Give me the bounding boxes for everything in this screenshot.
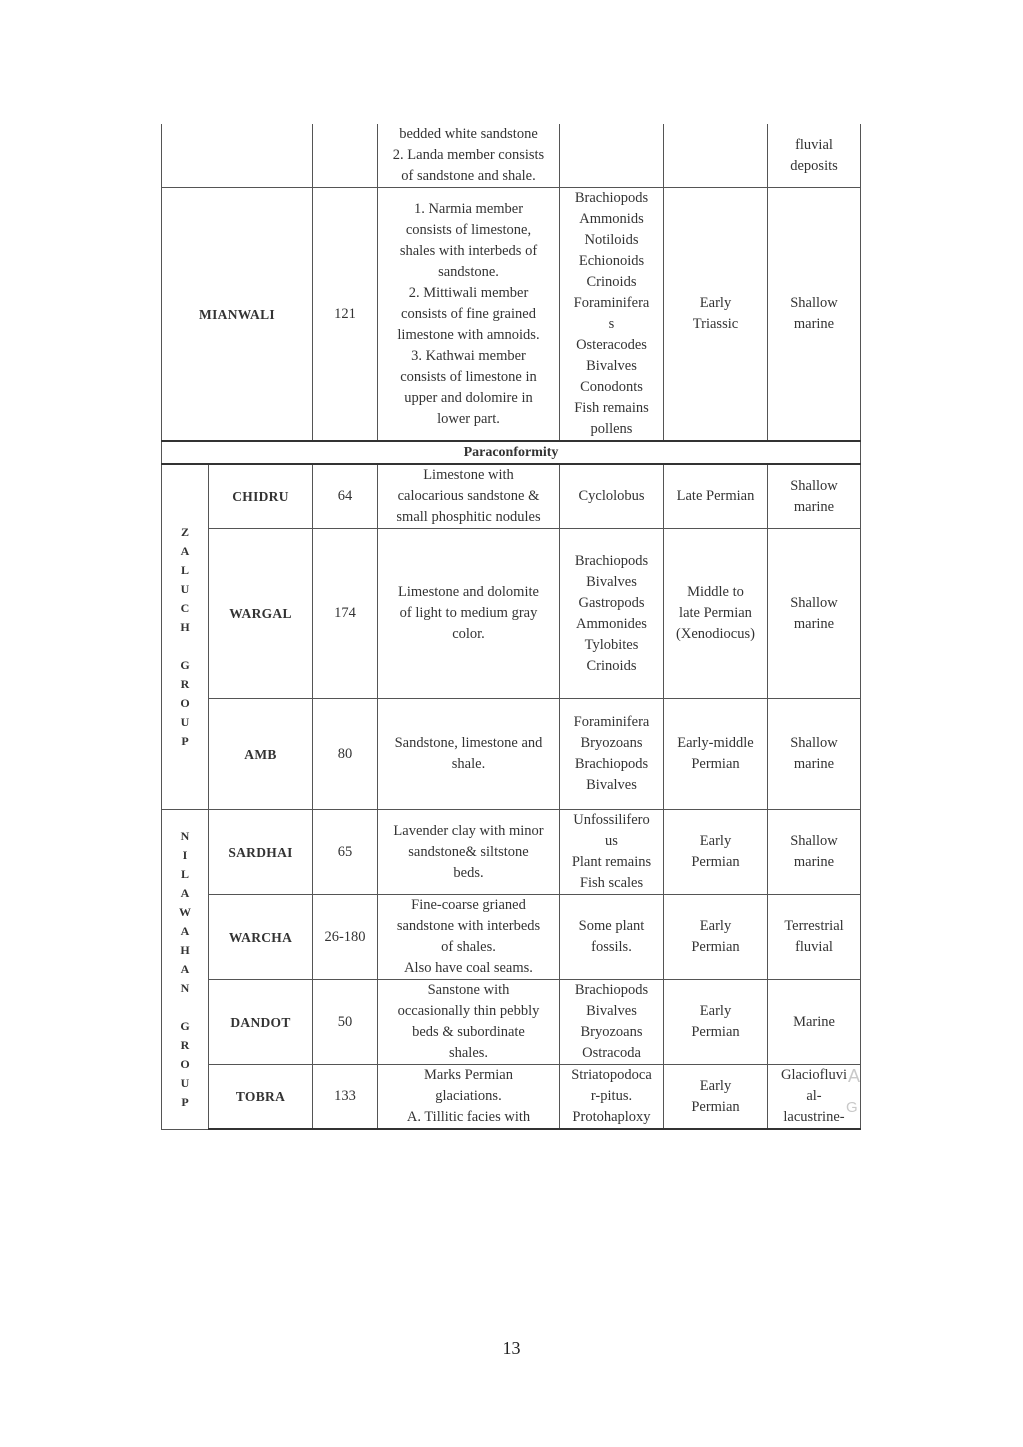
thickness-cell: 174 [313, 529, 378, 699]
description-cell: Sandstone, limestone and shale. [378, 699, 560, 810]
description-cell: Sanstone with occasionally thin pebbly beds & subordinate shales. [378, 980, 560, 1065]
environment-cell: Marine [768, 980, 861, 1065]
formation-name: WARCHA [209, 895, 313, 980]
description-cell: Lavender clay with minor sandstone& siltstone beds. [378, 810, 560, 895]
table-row [162, 529, 861, 699]
thickness-cell: 133 [313, 1065, 378, 1130]
thickness-cell: 26-180 [313, 895, 378, 980]
formation-name: CHIDRU [209, 464, 313, 529]
fossils-cell: Unfossilifero us Plant remains Fish scales [560, 810, 664, 895]
fossils-cell: Some plant fossils. [560, 895, 664, 980]
fossils-cell: Cyclolobus [560, 464, 664, 529]
table-row [162, 699, 861, 810]
fossils-cell: Brachiopods Bivalves Gastropods Ammonides Tylobites Crinoids [560, 529, 664, 699]
table-row [162, 464, 861, 529]
formation-name: DANDOT [209, 980, 313, 1065]
separator-row [162, 441, 861, 464]
age-cell: Early Permian [664, 980, 768, 1065]
environment-cell: Shallow marine [768, 188, 861, 442]
environment-cell: Terrestrial fluvial [768, 895, 861, 980]
table-row [162, 1065, 861, 1130]
age-cell: Late Permian [664, 464, 768, 529]
environment-cell: Shallow marine [768, 810, 861, 895]
table-row [162, 188, 861, 442]
stratigraphy-table [161, 124, 861, 1130]
fossils-cell: Striatopodoca r-pitus. Protohaploxy [560, 1065, 664, 1130]
description-cell: Marks Permian glaciations. A. Tillitic facies with [378, 1065, 560, 1130]
zaluch-group-label: Z A L U C H G R O U P [162, 464, 209, 810]
age-cell: Early Triassic [664, 188, 768, 442]
age-cell: Early Permian [664, 1065, 768, 1130]
page-number: 13 [502, 1338, 521, 1358]
table-row [162, 124, 861, 188]
watermark-letter: G [846, 1099, 858, 1116]
thickness-cell: 64 [313, 464, 378, 529]
fossils-cell: Foraminifera Bryozoans Brachiopods Bivalves [560, 699, 664, 810]
age-cell: Middle to late Permian (Xenodiocus) [664, 529, 768, 699]
nilawahan-group-label: N I L A W A H A N G R O U P [162, 810, 209, 1130]
description-cell: Limestone and dolomite of light to medium gray color. [378, 529, 560, 699]
stratigraphy-table-container [161, 124, 860, 1130]
table-row [162, 810, 861, 895]
age-cell: Early-middle Permian [664, 699, 768, 810]
thickness-cell: 80 [313, 699, 378, 810]
fossils-cell: Brachiopods Bivalves Bryozoans Ostracoda [560, 980, 664, 1065]
formation-name: TOBRA [209, 1065, 313, 1130]
description-cell: Limestone with calocarious sandstone & small phosphitic nodules [378, 464, 560, 529]
environment-cell: Shallow marine [768, 464, 861, 529]
formation-name: WARGAL [209, 529, 313, 699]
thickness-cell: 50 [313, 980, 378, 1065]
thickness-cell: 121 [313, 188, 378, 442]
description-cell: 1. Narmia member consists of limestone, shales with interbeds of sandstone. 2. Mittiwali member consists of fine grained limestone with amnoids. 3. Kathwai member consists of limestone in upper and dolomire in lower part. [378, 188, 560, 442]
formation-name: SARDHAI [209, 810, 313, 895]
environment-cell: fluvial deposits [768, 124, 861, 188]
environment-cell: Shallow marine [768, 529, 861, 699]
age-cell: Early Permian [664, 895, 768, 980]
description-cell: bedded white sandstone 2. Landa member consists of sandstone and shale. [378, 124, 560, 188]
paraconformity-label: Paraconformity [162, 441, 861, 464]
fossils-cell: Brachiopods Ammonids Notiloids Echionoids Crinoids Foraminifera s Osteracodes Bivalves Conodonts Fish remains pollens [560, 188, 664, 442]
formation-name: AMB [209, 699, 313, 810]
environment-cell: Shallow marine [768, 699, 861, 810]
table-row [162, 895, 861, 980]
thickness-cell: 65 [313, 810, 378, 895]
age-cell: Early Permian [664, 810, 768, 895]
description-cell: Fine-coarse grianed sandstone with interbeds of shales. Also have coal seams. [378, 895, 560, 980]
watermark-letter: A [848, 1066, 861, 1086]
formation-name: MIANWALI [162, 188, 313, 442]
environment-cell: Glaciofluvi al- lacustrine- [768, 1065, 861, 1130]
table-row [162, 980, 861, 1065]
